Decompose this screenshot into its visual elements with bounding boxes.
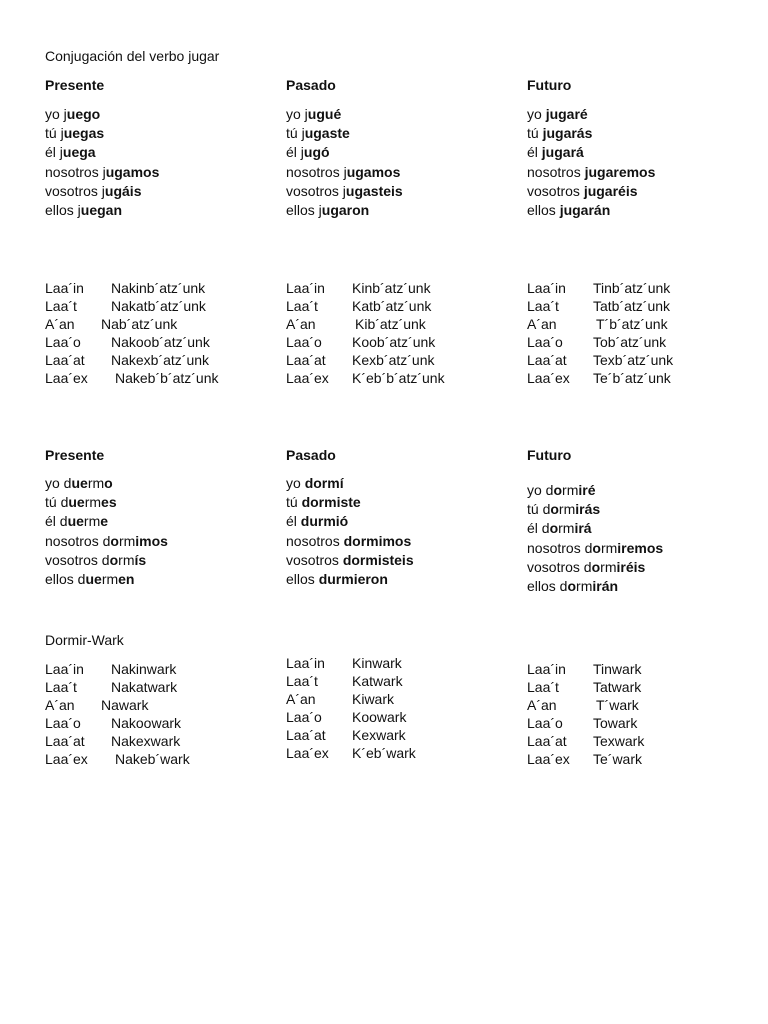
mayan-verb-form: Kexwark bbox=[352, 727, 406, 743]
mayan-pronoun: Laa´o bbox=[45, 334, 81, 350]
verb-text: nosotros d bbox=[45, 532, 111, 549]
mayan-verb-form: Nakinwark bbox=[111, 661, 177, 677]
mayan-pronoun: Laa´at bbox=[286, 352, 326, 368]
verb-ending: ugaste bbox=[304, 125, 350, 142]
conjugation-line bbox=[286, 201, 516, 220]
mayan-row bbox=[286, 333, 516, 351]
verb-ending: ugamos bbox=[346, 163, 401, 180]
conjugation-line bbox=[286, 493, 516, 512]
conjugation-line bbox=[286, 474, 516, 493]
page-title: Conjugación del verbo jugar bbox=[45, 48, 220, 64]
verb-ending: dormisteis bbox=[342, 551, 414, 568]
verb-ending: imos bbox=[135, 532, 168, 549]
conjugation-line bbox=[45, 474, 275, 493]
verb-text: rm bbox=[558, 501, 576, 518]
mayan-verb-form: Nakinb´atz´unk bbox=[111, 280, 206, 296]
mayan-pronoun: Laa´at bbox=[45, 352, 85, 368]
verb-text: tú d bbox=[527, 501, 551, 518]
verb-text: ellos j bbox=[286, 201, 322, 218]
verb-ending: irá bbox=[574, 520, 592, 537]
conjugation-line bbox=[527, 201, 757, 220]
verb-ending: o bbox=[109, 551, 119, 568]
mayan-row bbox=[527, 750, 757, 768]
verb-text: yo d bbox=[527, 482, 554, 498]
mayan-pronoun: Laa´in bbox=[527, 280, 566, 296]
conjugation-line bbox=[45, 105, 275, 124]
verb-text: nosotros bbox=[527, 163, 585, 180]
dormir-header-presente: Presente bbox=[45, 447, 105, 463]
mayan-row bbox=[286, 279, 516, 297]
conjugation-line bbox=[527, 124, 757, 143]
mayan-row bbox=[527, 351, 757, 369]
conjugation-line bbox=[527, 143, 757, 162]
verb-text: rm bbox=[600, 539, 618, 556]
verb-ending: durmió bbox=[300, 513, 349, 530]
verb-text: él j bbox=[286, 144, 304, 161]
conjugation-line bbox=[45, 551, 275, 570]
verb-text: él bbox=[286, 513, 301, 530]
mayan-pronoun: A´an bbox=[286, 691, 316, 707]
verb-ending: jugaréis bbox=[583, 182, 638, 199]
verb-ending: iremos bbox=[617, 539, 664, 556]
mayan-row bbox=[527, 678, 757, 696]
verb-text: vosotros j bbox=[286, 182, 346, 199]
verb-text: rm bbox=[562, 482, 579, 498]
mayan-verb-form: Nakexb´atz´unk bbox=[111, 352, 210, 368]
verb-ending: irán bbox=[592, 577, 619, 594]
mayan-verb-form: Nab´atz´unk bbox=[101, 316, 178, 332]
mayan-pronoun: Laa´at bbox=[527, 352, 567, 368]
verb-ending: durmieron bbox=[318, 570, 388, 587]
verb-text: yo bbox=[527, 106, 546, 122]
mayan-pronoun: Laa´t bbox=[286, 673, 318, 689]
mayan-verb-form: Te´wark bbox=[593, 751, 643, 767]
mayan-pronoun: Laa´in bbox=[286, 655, 325, 671]
verb-ending: dormí bbox=[304, 475, 344, 491]
verb-ending: iréis bbox=[616, 558, 646, 575]
mayan-verb-form: Katwark bbox=[352, 673, 403, 689]
mayan-row bbox=[45, 333, 275, 351]
mayan-verb-form: Nakeb´b´atz´unk bbox=[115, 370, 219, 386]
conjugation-line bbox=[527, 539, 757, 558]
dormir-pasado-conjugations bbox=[286, 474, 516, 589]
conjugation-line bbox=[286, 105, 516, 124]
verb-ending: ugasteis bbox=[345, 182, 403, 199]
conjugation-line bbox=[45, 570, 275, 589]
verb-ending: ue bbox=[85, 570, 102, 587]
dormir-futuro-conjugations bbox=[527, 481, 757, 596]
mayan-verb-form: Kiwark bbox=[352, 691, 395, 707]
verb-ending: ís bbox=[134, 551, 147, 568]
verb-ending: o bbox=[550, 501, 559, 518]
verb-ending: e bbox=[100, 513, 109, 530]
jugar-presente-conjugations bbox=[45, 105, 275, 220]
jugar-futuro-mayan bbox=[527, 279, 757, 387]
mayan-row bbox=[45, 678, 275, 696]
conjugation-line bbox=[527, 500, 757, 519]
verb-ending: iré bbox=[578, 482, 596, 498]
conjugation-line bbox=[286, 512, 516, 531]
verb-text: ellos bbox=[527, 201, 560, 218]
verb-text: él d bbox=[527, 520, 550, 537]
verb-text: él d bbox=[45, 513, 68, 530]
mayan-pronoun: Laa´ex bbox=[45, 751, 88, 767]
verb-ending: ugamos bbox=[105, 163, 160, 180]
verb-text: nosotros j bbox=[286, 163, 347, 180]
verb-text: vosotros bbox=[527, 182, 584, 199]
mayan-verb-form: Tinb´atz´unk bbox=[593, 280, 671, 296]
conjugation-line bbox=[527, 577, 757, 596]
conjugation-line bbox=[527, 481, 757, 500]
verb-ending: o bbox=[567, 577, 577, 594]
verb-ending: ugaron bbox=[321, 201, 370, 218]
verb-text: nosotros j bbox=[45, 163, 106, 180]
mayan-row bbox=[45, 714, 275, 732]
mayan-row bbox=[286, 654, 516, 672]
mayan-row bbox=[286, 297, 516, 315]
mayan-verb-form: Towark bbox=[593, 715, 638, 731]
verb-ending: en bbox=[118, 570, 135, 587]
mayan-row bbox=[286, 744, 516, 762]
verb-text: rm bbox=[600, 558, 617, 575]
mayan-verb-form: K´eb´b´atz´unk bbox=[352, 370, 445, 386]
mayan-row bbox=[527, 315, 757, 333]
verb-ending: uego bbox=[66, 106, 101, 122]
verb-text: tú bbox=[286, 494, 302, 511]
verb-ending: dormimos bbox=[343, 532, 412, 549]
mayan-pronoun: Laa´t bbox=[527, 298, 559, 314]
verb-text: rm bbox=[101, 570, 119, 587]
conjugation-line bbox=[527, 163, 757, 182]
mayan-row bbox=[527, 333, 757, 351]
mayan-verb-form: Kexb´atz´unk bbox=[352, 352, 435, 368]
conjugation-line bbox=[527, 519, 757, 538]
verb-text: yo j bbox=[45, 106, 67, 122]
verb-ending: o bbox=[110, 532, 119, 549]
mayan-pronoun: Laa´in bbox=[45, 280, 84, 296]
dormir-futuro-mayan bbox=[527, 660, 757, 768]
jugar-presente-mayan bbox=[45, 279, 275, 387]
mayan-pronoun: Laa´ex bbox=[527, 370, 570, 386]
mayan-pronoun: A´an bbox=[286, 316, 316, 332]
mayan-row bbox=[286, 708, 516, 726]
mayan-pronoun: Laa´ex bbox=[45, 370, 88, 386]
mayan-verb-form: Nakexwark bbox=[111, 733, 181, 749]
verb-ending: uega bbox=[62, 144, 96, 161]
conjugation-line bbox=[45, 182, 275, 201]
mayan-verb-form: Kinb´atz´unk bbox=[352, 280, 431, 296]
dormir-presente-conjugations bbox=[45, 474, 275, 589]
conjugation-line bbox=[45, 532, 275, 551]
mayan-verb-form: Nawark bbox=[101, 697, 149, 713]
verb-ending: o bbox=[549, 520, 559, 537]
mayan-row bbox=[45, 696, 275, 714]
verb-ending: jugarán bbox=[559, 201, 611, 218]
mayan-pronoun: Laa´at bbox=[286, 727, 326, 743]
jugar-header-futuro: Futuro bbox=[527, 77, 572, 93]
verb-text: yo bbox=[286, 475, 305, 491]
mayan-row bbox=[527, 279, 757, 297]
mayan-pronoun: Laa´in bbox=[45, 661, 84, 677]
verb-text: rm bbox=[83, 513, 101, 530]
mayan-verb-form: Kib´atz´unk bbox=[355, 316, 426, 332]
conjugation-line bbox=[45, 124, 275, 143]
mayan-row bbox=[286, 690, 516, 708]
jugar-futuro-conjugations bbox=[527, 105, 757, 220]
mayan-row bbox=[527, 732, 757, 750]
verb-ending: ue bbox=[71, 475, 88, 491]
conjugation-line bbox=[286, 570, 516, 589]
mayan-pronoun: A´an bbox=[45, 316, 75, 332]
jugar-pasado-mayan bbox=[286, 279, 516, 387]
mayan-pronoun: Laa´t bbox=[45, 298, 77, 314]
mayan-row bbox=[527, 714, 757, 732]
mayan-pronoun: Laa´t bbox=[527, 679, 559, 695]
mayan-row bbox=[45, 750, 275, 768]
mayan-pronoun: Laa´o bbox=[286, 709, 322, 725]
verb-text: vosotros d bbox=[527, 558, 592, 575]
verb-ending: ue bbox=[67, 513, 84, 530]
conjugation-line bbox=[286, 551, 516, 570]
verb-text: nosotros d bbox=[527, 539, 593, 556]
verb-ending: o bbox=[591, 558, 601, 575]
conjugation-line bbox=[527, 105, 757, 124]
verb-text: rm bbox=[576, 577, 593, 594]
mayan-verb-form: Nakoowark bbox=[111, 715, 182, 731]
verb-text: ellos j bbox=[45, 201, 81, 218]
conjugation-line bbox=[286, 143, 516, 162]
conjugation-line bbox=[286, 124, 516, 143]
mayan-pronoun: Laa´in bbox=[286, 280, 325, 296]
verb-text: vosotros d bbox=[45, 551, 110, 568]
mayan-row bbox=[527, 369, 757, 387]
mayan-pronoun: Laa´t bbox=[45, 679, 77, 695]
mayan-pronoun: Laa´ex bbox=[286, 370, 329, 386]
verb-ending: uegan bbox=[80, 201, 123, 218]
mayan-verb-form: Koob´atz´unk bbox=[352, 334, 436, 350]
conjugation-line bbox=[45, 201, 275, 220]
verb-ending: ugáis bbox=[104, 182, 142, 199]
mayan-verb-form: Texb´atz´unk bbox=[593, 352, 674, 368]
verb-ending: ue bbox=[68, 494, 85, 511]
verb-text: rm bbox=[84, 494, 102, 511]
verb-ending: jugaremos bbox=[584, 163, 656, 180]
mayan-verb-form: Koowark bbox=[352, 709, 407, 725]
verb-text: vosotros bbox=[286, 551, 343, 568]
verb-ending: o bbox=[104, 475, 113, 491]
mayan-row bbox=[527, 660, 757, 678]
mayan-pronoun: A´an bbox=[527, 316, 557, 332]
conjugation-line bbox=[45, 512, 275, 531]
jugar-header-presente: Presente bbox=[45, 77, 105, 93]
mayan-verb-form: Te´b´atz´unk bbox=[593, 370, 671, 386]
verb-text: rm bbox=[118, 532, 136, 549]
dormir-section-heading: Dormir-Wark bbox=[45, 632, 124, 648]
verb-text: tú j bbox=[45, 125, 64, 142]
mayan-verb-form: T´wark bbox=[596, 697, 639, 713]
mayan-verb-form: Texwark bbox=[593, 733, 645, 749]
mayan-pronoun: Laa´t bbox=[286, 298, 318, 314]
verb-text: tú j bbox=[286, 125, 305, 142]
verb-ending: ugó bbox=[303, 144, 330, 161]
mayan-pronoun: Laa´at bbox=[527, 733, 567, 749]
verb-ending: irás bbox=[575, 501, 601, 518]
mayan-verb-form: Kinwark bbox=[352, 655, 402, 671]
mayan-pronoun: Laa´o bbox=[527, 715, 563, 731]
mayan-pronoun: Laa´in bbox=[527, 661, 566, 677]
mayan-row bbox=[45, 279, 275, 297]
mayan-pronoun: Laa´ex bbox=[286, 745, 329, 761]
jugar-pasado-conjugations bbox=[286, 105, 516, 220]
verb-text: yo d bbox=[45, 475, 72, 491]
verb-text: ellos d bbox=[45, 570, 86, 587]
mayan-verb-form: Nakatwark bbox=[111, 679, 178, 695]
verb-text: tú d bbox=[45, 494, 69, 511]
mayan-pronoun: A´an bbox=[45, 697, 75, 713]
mayan-row bbox=[286, 369, 516, 387]
mayan-row bbox=[286, 351, 516, 369]
verb-text: él bbox=[527, 144, 542, 161]
verb-text: él j bbox=[45, 144, 63, 161]
verb-ending: uegas bbox=[63, 125, 105, 142]
verb-text: ellos d bbox=[527, 577, 568, 594]
verb-text: nosotros bbox=[286, 532, 344, 549]
mayan-row bbox=[286, 315, 516, 333]
mayan-row bbox=[45, 369, 275, 387]
verb-ending: jugaré bbox=[545, 106, 588, 122]
verb-ending: jugará bbox=[541, 144, 584, 161]
mayan-row bbox=[45, 732, 275, 750]
mayan-verb-form: Nakeb´wark bbox=[115, 751, 190, 767]
conjugation-line bbox=[45, 143, 275, 162]
mayan-verb-form: Katb´atz´unk bbox=[352, 298, 432, 314]
verb-ending: es bbox=[101, 494, 117, 511]
mayan-row bbox=[45, 297, 275, 315]
mayan-row bbox=[527, 696, 757, 714]
verb-text: vosotros j bbox=[45, 182, 105, 199]
mayan-verb-form: Tatwark bbox=[593, 679, 642, 695]
verb-ending: o bbox=[592, 539, 601, 556]
verb-ending: dormiste bbox=[301, 494, 361, 511]
mayan-verb-form: Nakoob´atz´unk bbox=[111, 334, 210, 350]
dormir-header-pasado: Pasado bbox=[286, 447, 336, 463]
verb-ending: jugarás bbox=[542, 125, 593, 142]
mayan-verb-form: Tob´atz´unk bbox=[593, 334, 667, 350]
mayan-verb-form: Tatb´atz´unk bbox=[593, 298, 671, 314]
conjugation-line bbox=[45, 493, 275, 512]
mayan-row bbox=[45, 351, 275, 369]
verb-text: rm bbox=[118, 551, 135, 568]
dormir-header-futuro: Futuro bbox=[527, 447, 572, 463]
conjugation-line bbox=[527, 558, 757, 577]
mayan-pronoun: Laa´o bbox=[527, 334, 563, 350]
mayan-verb-form: Nakatb´atz´unk bbox=[111, 298, 206, 314]
jugar-header-pasado: Pasado bbox=[286, 77, 336, 93]
conjugation-line bbox=[286, 532, 516, 551]
mayan-verb-form: T´b´atz´unk bbox=[596, 316, 668, 332]
verb-text: rm bbox=[87, 475, 105, 491]
mayan-pronoun: Laa´at bbox=[45, 733, 85, 749]
conjugation-line bbox=[286, 182, 516, 201]
mayan-row bbox=[45, 660, 275, 678]
verb-text: tú bbox=[527, 125, 543, 142]
mayan-row bbox=[527, 297, 757, 315]
verb-text: yo j bbox=[286, 106, 308, 122]
verb-text: rm bbox=[558, 520, 575, 537]
conjugation-line bbox=[286, 163, 516, 182]
mayan-pronoun: Laa´o bbox=[45, 715, 81, 731]
mayan-pronoun: Laa´ex bbox=[527, 751, 570, 767]
conjugation-line bbox=[527, 182, 757, 201]
mayan-pronoun: A´an bbox=[527, 697, 557, 713]
mayan-verb-form: Tinwark bbox=[593, 661, 642, 677]
dormir-presente-mayan bbox=[45, 660, 275, 768]
mayan-row bbox=[286, 672, 516, 690]
verb-ending: o bbox=[553, 482, 563, 498]
conjugation-line bbox=[45, 163, 275, 182]
mayan-verb-form: K´eb´wark bbox=[352, 745, 416, 761]
verb-ending: ugué bbox=[307, 106, 342, 122]
mayan-row bbox=[286, 726, 516, 744]
verb-text: ellos bbox=[286, 570, 319, 587]
mayan-row bbox=[45, 315, 275, 333]
dormir-pasado-mayan bbox=[286, 654, 516, 762]
mayan-pronoun: Laa´o bbox=[286, 334, 322, 350]
